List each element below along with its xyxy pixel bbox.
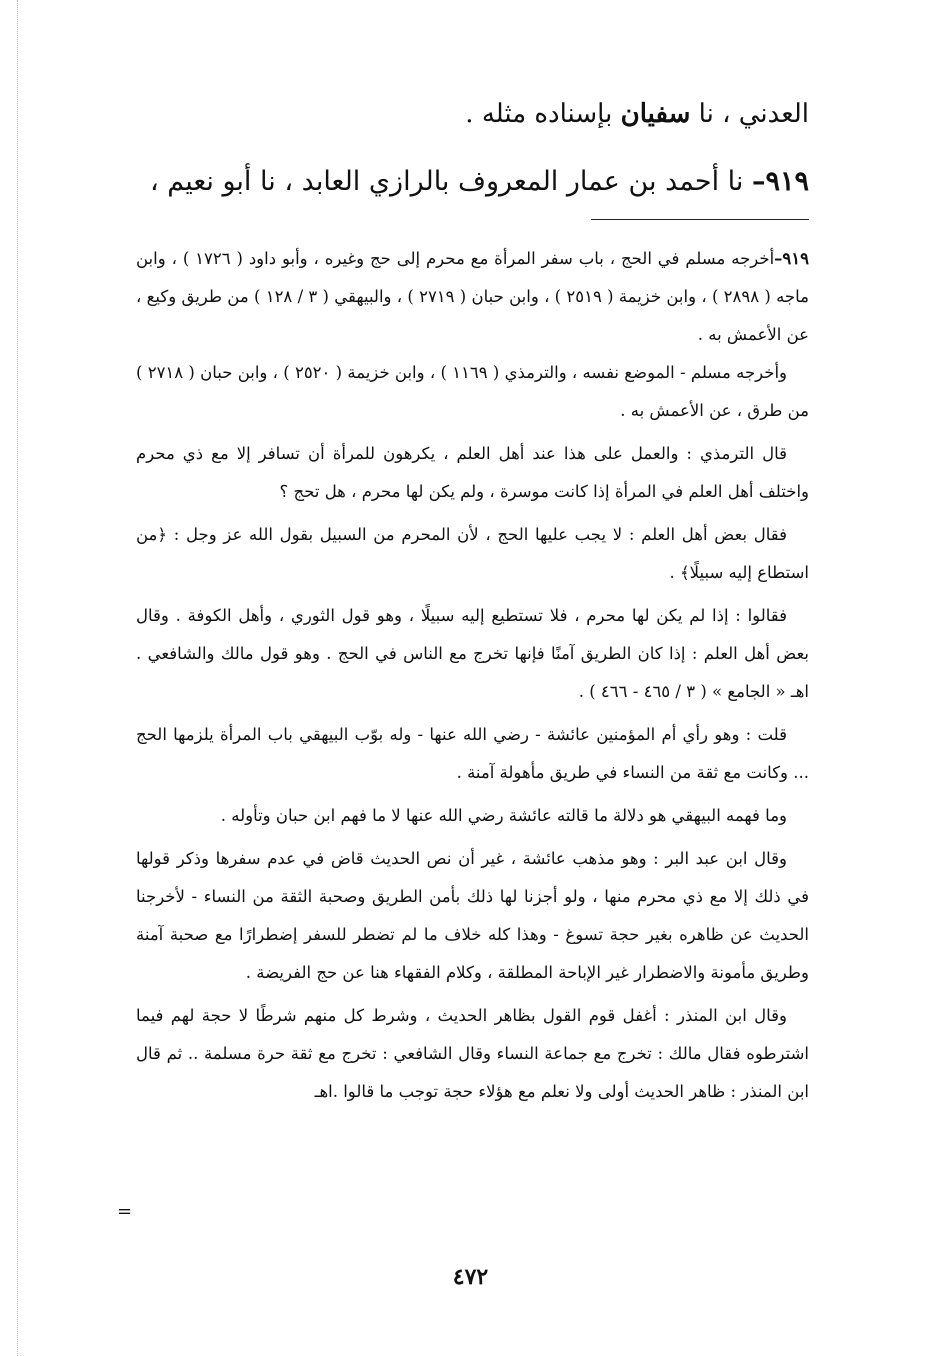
hadith-919-heading [100,162,809,202]
main-text-segment: بإسناده مثله . [465,99,621,129]
footnote-paragraph: وقال ابن المنذر : أغفل قوم القول بظاهر الحديث ، وشرط كل منهم شرطًا لا حجة لهم فيما اشترطوه فقال مالك : تخرج مع جماعة النساء وقال الشافعي : تخرج مع ثقة حرة مسلمة .. ثم قال ابن المنذر : ظاهر الحديث أولى ولا نعلم مع هؤلاء حجة توجب ما قالوا .اهـ [136,1006,809,1101]
main-text-name-bold: سفيان [620,99,691,129]
footnote-number: ٩١٩– [774,249,809,268]
continuation-mark: = [117,1201,133,1222]
hadith-number: ٩١٩– [751,166,809,197]
footnote-paragraph: وقال ابن عبد البر : وهو مذهب عائشة ، غير أن نص الحديث قاض في عدم سفرها وذكر قولها في ذلك إلا مع ذي محرم منها ، ولو أجزنا لها ذلك بأمن الطريق وصحبة الثقة من النساء - لأخرجنا الحديث عن ظاهره بغير حجة تسوغ - وهذا كله خلاف ما لم تضطر للسفر إضطرارًا مع صحبة آمنة وطريق مأمونة والاضطرار غير الإباحة المطلقة ، وكلام الفقهاء هنا عن حج الفريضة . [136,849,809,982]
footnote-paragraph: فقال بعض أهل العلم : لا يجب عليها الحج ، لأن المحرم من السبيل بقول الله عز وجل : ﴿من استطاع إليه سبيلًا﴾ . [136,525,809,582]
footnote-paragraph: قال الترمذي : والعمل على هذا عند أهل العلم ، يكرهون للمرأة أن تسافر إلا مع ذي محرم واختلف أهل العلم في المرأة إذا كانت موسرة ، ولم يكن لها محرم ، هل تحج ؟ [136,444,809,501]
main-text-segment: العدني ، نا [690,99,809,129]
page-number: ٤٧٢ [452,1264,489,1290]
footnote-paragraph [136,240,809,354]
footnote-paragraph: قلت : وهو رأي أم المؤمنين عائشة - رضي الله عنها - وله بوّب البيهقي باب المرأة يلزمها الحج ... وكانت مع ثقة من النساء في طريق مأهولة آمنة . [136,725,809,782]
footnote-separator [591,219,809,220]
main-text-line-1 [100,94,809,134]
footnote-paragraph: وأخرجه مسلم - الموضع نفسه ، والترمذي ( ١١٦٩ ) ، وابن خزيمة ( ٢٥٢٠ ) ، وابن حبان ( ٢٧١٨ ) من طرق ، عن الأعمش به . [136,363,809,420]
hadith-isnad-text: نا أحمد بن عمار المعروف بالرازي العابد ، نا أبو نعيم ، [149,166,752,197]
footnote-paragraph: وما فهمه البيهقي هو دلالة ما قالته عائشة رضي الله عنها لا ما فهم ابن حبان وتأوله . [220,806,787,825]
footnote-text: أخرجه مسلم في الحج ، باب سفر المرأة مع محرم إلى حج وغيره ، وأبو داود ( ١٧٢٦ ) ، وابن ماجه ( ٢٨٩٨ ) ، وابن خزيمة ( ٢٥١٩ ) ، وابن حبان ( ٢٧١٩ ) ، والبيهقي ( ٣ / ١٢٨ ) من طريق وكيع ، عن الأعمش به . [136,249,809,344]
binding-gutter [17,0,18,1356]
footnotes [136,240,809,1116]
footnote-paragraph: فقالوا : إذا لم يكن لها محرم ، فلا تستطيع إليه سبيلًا ، وهو قول الثوري ، وأهل الكوفة . وقال بعض أهل العلم : إذا كان الطريق آمنًا فإنها تخرج مع الناس في الحج . وهو قول مالك والشافعي . اهـ « الجامع » ( ٣ / ٤٦٥ - ٤٦٦ ) . [136,606,809,701]
